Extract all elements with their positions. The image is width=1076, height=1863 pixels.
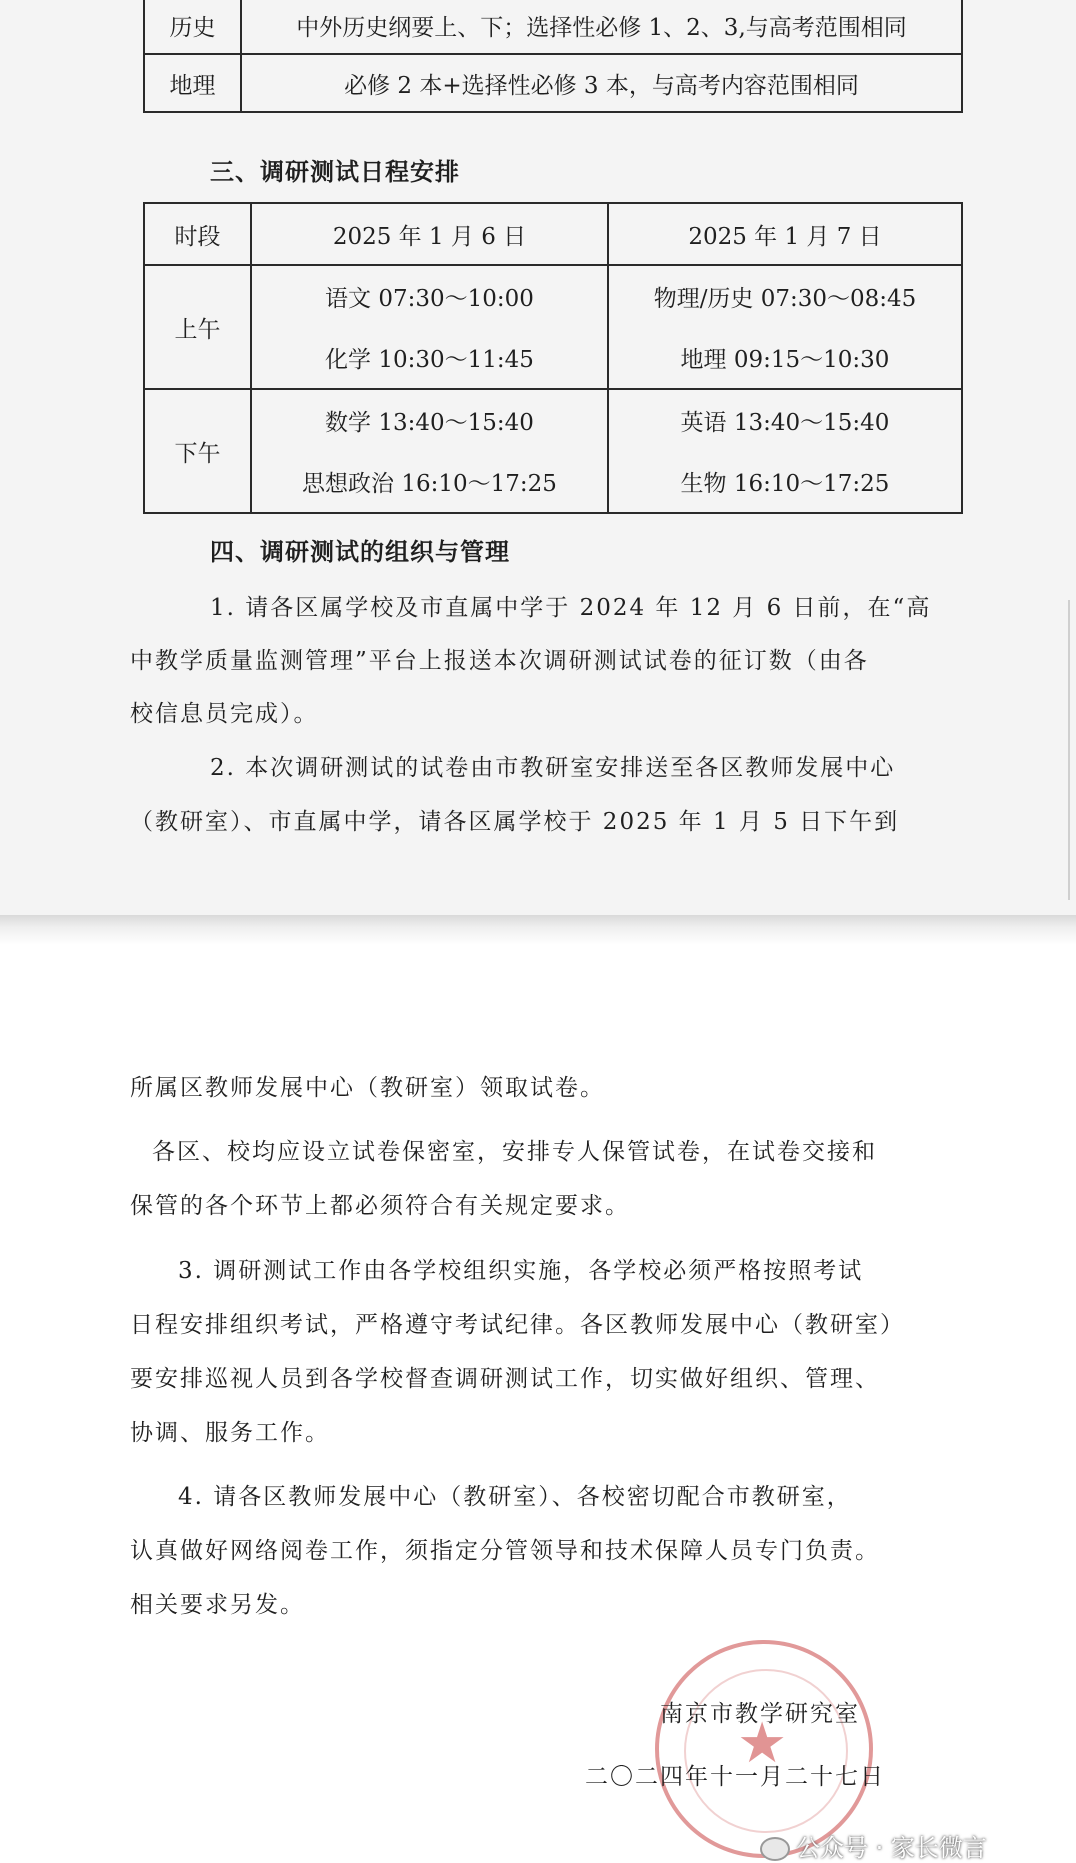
schedule-entry: 数学 13:40～15:40 — [325, 410, 534, 436]
signature-org: 南京市教学研究室 — [660, 1701, 860, 1727]
subjects-table — [143, 0, 963, 113]
table-row — [144, 265, 962, 389]
schedule-entry: 化学 10:30～11:45 — [325, 347, 534, 373]
morning-label: 上午 — [144, 265, 251, 389]
morning-day2 — [608, 265, 962, 389]
paragraph-line: 1. 请各区属学校及市直属中学于 2024 年 12 月 6 日前，在“高 — [210, 595, 932, 621]
official-seal — [655, 1640, 873, 1858]
paragraph-line: 要安排巡视人员到各学校督查调研测试工作，切实做好组织、管理、 — [130, 1366, 880, 1392]
section3-heading: 三、调研测试日程安排 — [210, 158, 460, 186]
watermark — [760, 1828, 987, 1863]
paragraph-line: 认真做好网络阅卷工作，须指定分管领导和技术保障人员专门负责。 — [130, 1538, 880, 1564]
page-divider — [0, 915, 1076, 945]
watermark-text: 公众号 · 家长微言 — [796, 1834, 987, 1862]
paragraph-line: 2. 本次调研测试的试卷由市教研室安排送至各区教师发展中心 — [210, 755, 896, 781]
paragraph-line: 校信息员完成）。 — [130, 701, 319, 727]
paragraph-line: 4. 请各区教师发展中心（教研室）、各校密切配合市教研室， — [178, 1484, 852, 1510]
paragraph-line: 各区、校均应设立试卷保密室，安排专人保管试卷，在试卷交接和 — [152, 1139, 877, 1165]
header-day2: 2025 年 1 月 7 日 — [608, 203, 962, 265]
header-day1: 2025 年 1 月 6 日 — [251, 203, 608, 265]
wechat-icon — [760, 1837, 790, 1861]
seal-star-icon: ★ — [737, 1711, 788, 1776]
signature-date: 二〇二四年十一月二十七日 — [585, 1764, 885, 1790]
table-row — [144, 203, 962, 265]
subject-cell: 地理 — [144, 54, 241, 112]
paragraph-line: 协调、服务工作。 — [130, 1420, 330, 1446]
paragraph-line: 相关要求另发。 — [130, 1592, 305, 1618]
afternoon-day1 — [251, 389, 608, 513]
table-row — [144, 0, 962, 54]
scope-cell: 中外历史纲要上、下；选择性必修 1、2、3,与高考范围相同 — [241, 0, 962, 54]
afternoon-label: 下午 — [144, 389, 251, 513]
schedule-entry: 语文 07:30～10:00 — [325, 286, 534, 312]
morning-day1 — [251, 265, 608, 389]
paragraph-line: 3. 调研测试工作由各学校组织实施，各学校必须严格按照考试 — [178, 1258, 864, 1284]
subject-cell: 历史 — [144, 0, 241, 54]
afternoon-day2 — [608, 389, 962, 513]
table-row — [144, 54, 962, 112]
scope-cell: 必修 2 本+选择性必修 3 本，与高考内容范围相同 — [241, 54, 962, 112]
schedule-table — [143, 202, 963, 514]
paragraph-line: 保管的各个环节上都必须符合有关规定要求。 — [130, 1193, 630, 1219]
schedule-entry: 地理 09:15～10:30 — [680, 347, 890, 373]
schedule-entry: 物理/历史 07:30～08:45 — [653, 286, 917, 312]
schedule-entry: 思想政治 16:10～17:25 — [302, 471, 557, 497]
paragraph-line: 中教学质量监测管理”平台上报送本次调研测试试卷的征订数（由各 — [130, 648, 869, 674]
paragraph-line: 日程安排组织考试，严格遵守考试纪律。各区教师发展中心（教研室） — [130, 1312, 905, 1338]
table-row — [144, 389, 962, 513]
header-period: 时段 — [144, 203, 251, 265]
paragraph-line: 所属区教师发展中心（教研室）领取试卷。 — [130, 1075, 605, 1101]
section4-heading: 四、调研测试的组织与管理 — [210, 538, 510, 566]
schedule-entry: 生物 16:10～17:25 — [680, 471, 890, 497]
paragraph-line: （教研室）、市直属中学，请各区属学校于 2025 年 1 月 5 日下午到 — [130, 809, 900, 835]
page-edge-shadow — [1068, 600, 1070, 900]
schedule-entry: 英语 13:40～15:40 — [680, 410, 890, 436]
